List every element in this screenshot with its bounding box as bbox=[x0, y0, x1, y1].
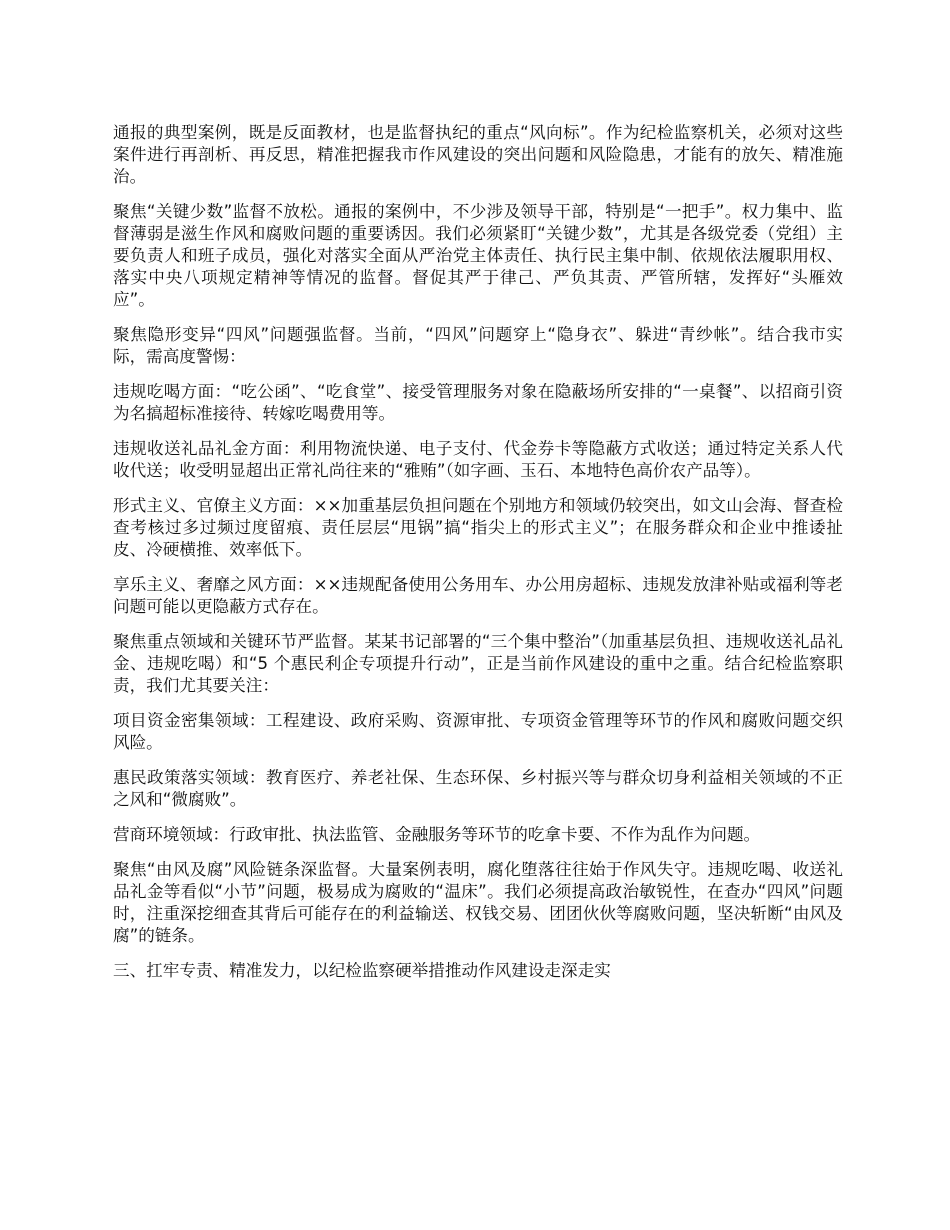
paragraph: 聚焦“由风及腐”风险链条深监督。大量案例表明，腐化堕落往往始于作风失守。违规吃喝、收送礼品礼金等看似“小节”问题，极易成为腐败的“温床”。我们必须提高政治敏锐性，在查办“四风”问题时，注重深挖细查其背后可能存在的利益输送、权钱交易、团团伙伙等腐败问题，坚决斩断“由风及腐”的链条。 bbox=[113, 860, 843, 945]
paragraph: 营商环境领域：行政审批、执法监管、金融服务等环节的吃拿卡要、不作为乱作为问题。 bbox=[113, 825, 761, 844]
paragraph: 项目资金密集领域：工程建设、政府采购、资源审批、专项资金管理等环节的作风和腐败问题交织风险。 bbox=[113, 711, 843, 752]
paragraph: 惠民政策落实领域：教育医疗、养老社保、生态环保、乡村振兴等与群众切身利益相关领域的不正之风和“微腐败”。 bbox=[113, 768, 843, 809]
paragraph: 违规收送礼品礼金方面：利用物流快递、电子支付、代金券卡等隐蔽方式收送；通过特定关系人代收代送；收受明显超出正常礼尚往来的“雅贿”（如字画、玉石、本地特色高价农产品等）。 bbox=[113, 439, 843, 480]
section-heading: 三、扛牢专责、精准发力，以纪检监察硬举措推动作风建设走深走实 bbox=[113, 961, 611, 980]
document-body bbox=[113, 122, 843, 995]
paragraph: 享乐主义、奢靡之风方面：××违规配备使用公务用车、办公用房超标、违规发放津补贴或福利等老问题可能以更隐蔽方式存在。 bbox=[113, 575, 843, 616]
paragraph: 聚焦隐形变异“四风”问题强监督。当前，“四风”问题穿上“隐身衣”、躲进“青纱帐”。结合我市实际，需高度警惕： bbox=[113, 325, 843, 366]
paragraph: 违规吃喝方面：“吃公函”、“吃食堂”、接受管理服务对象在隐蔽场所安排的“一桌餐”、以招商引资为名搞超标准接待、转嫁吃喝费用等。 bbox=[113, 382, 843, 423]
paragraph: 聚焦重点领域和关键环节严监督。某某书记部署的“三个集中整治”（加重基层负担、违规收送礼品礼金、违规吃喝）和“5 个惠民利企专项提升行动”，正是当前作风建设的重中之重。结合纪检监察职责，我们尤其要关注： bbox=[113, 632, 843, 695]
paragraph: 聚焦“关键少数”监督不放松。通报的案例中，不少涉及领导干部，特别是“一把手”。权力集中、监督薄弱是滋生作风和腐败问题的重要诱因。我们必须紧盯“关键少数”，尤其是各级党委（党组）主要负责人和班子成员，强化对落实全面从严治党主体责任、执行民主集中制、依规依法履职用权、落实中央八项规定精神等情况的监督。督促其严于律己、严负其责、严管所辖，发挥好“头雁效应”。 bbox=[113, 202, 843, 309]
paragraph: 形式主义、官僚主义方面：××加重基层负担问题在个别地方和领域仍较突出，如文山会海、督查检查考核过多过频过度留痕、责任层层“甩锅”搞“指尖上的形式主义”；在服务群众和企业中推诿扯皮、冷硬横推、效率低下。 bbox=[113, 496, 843, 559]
paragraph: 通报的典型案例，既是反面教材，也是监督执纪的重点“风向标”。作为纪检监察机关，必须对这些案件进行再剖析、再反思，精准把握我市作风建设的突出问题和风险隐患，才能有的放矢、精准施治。 bbox=[113, 123, 843, 186]
